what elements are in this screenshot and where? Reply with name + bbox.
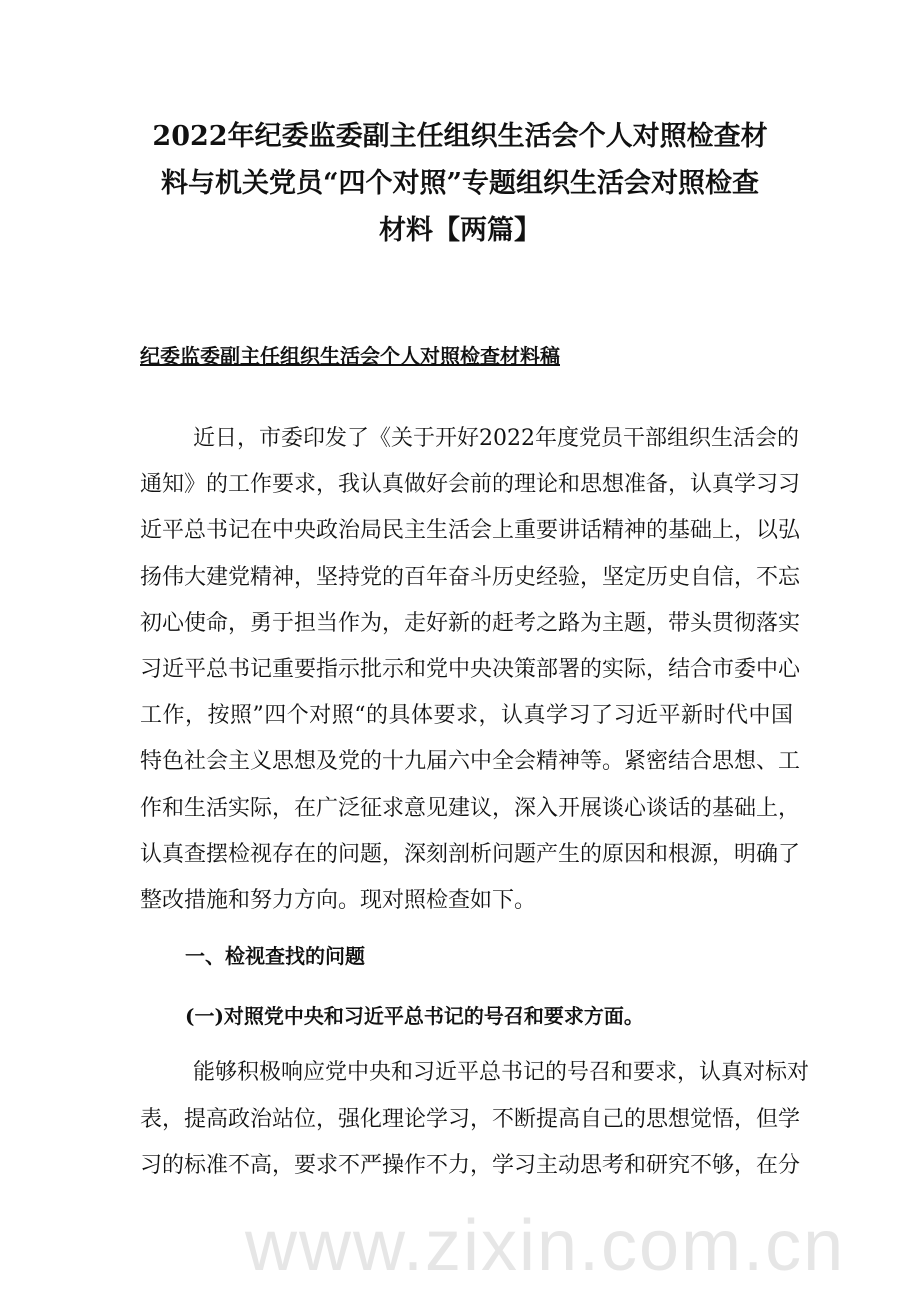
text-line: 整改措施和努力方向。现对照检查如下。 [140,888,537,913]
title-line: 料与机关党员“四个对照”专题组织生活会对照检查 [160,168,760,199]
section-subtitle: 纪委监委副主任组织生活会个人对照检查材料稿 [140,344,560,368]
text-line: 能够积极响应党中央和习近平总书记的号召和要求，认真对标对 [193,1060,810,1085]
text-line: 初心使命，勇于担当作为，走好新的赶考之路为主题，带头贯彻落实 [140,610,801,636]
text-line: 近日，市委印发了《关于开好2022年度党员干部组织生活会的 [193,426,799,451]
text-line: 认真查摆检视存在的问题，深刻剖析问题产生的原因和根源，明确了 [140,841,801,867]
title-line: 2022年纪委监委副主任组织生活会个人对照检查材 [152,121,768,152]
text-line: 通知》的工作要求，我认真做好会前的理论和思想准备，认真学习习 [140,472,801,498]
text-line: 工作，按照”四个对照“的具体要求，认真学习了习近平新时代中国 [140,703,793,729]
text-line: 特色社会主义思想及党的十九届六中全会精神等。紧密结合思想、工 [140,749,801,775]
title-line: 材料【两篇】 [379,215,541,246]
text-line: 作和生活实际，在广泛征求意见建议，深入开展谈心谈话的基础上， [140,795,801,821]
watermark: www.zixin.com.cn [245,1206,846,1286]
heading-section-1: 一、检视查找的问题 [185,944,365,968]
heading-subsection-1: (一)对照党中央和习近平总书记的号召和要求方面。 [185,1004,644,1028]
text-line: 扬伟大建党精神，坚持党的百年奋斗历史经验，坚定历史自信，不忘 [140,564,801,590]
text-line: 习的标准不高，要求不严操作不力，学习主动思考和研究不够，在分 [140,1153,801,1178]
text-line: 表，提高政治站位，强化理论学习，不断提高自己的思想觉悟，但学 [140,1106,801,1132]
text-line: 习近平总书记重要指示批示和党中央决策部署的实际，结合市委中心 [140,657,801,682]
document-title [110,113,810,254]
text-line: 近平总书记在中央政治局民主生活会上重要讲话精神的基础上，以弘 [140,518,801,544]
